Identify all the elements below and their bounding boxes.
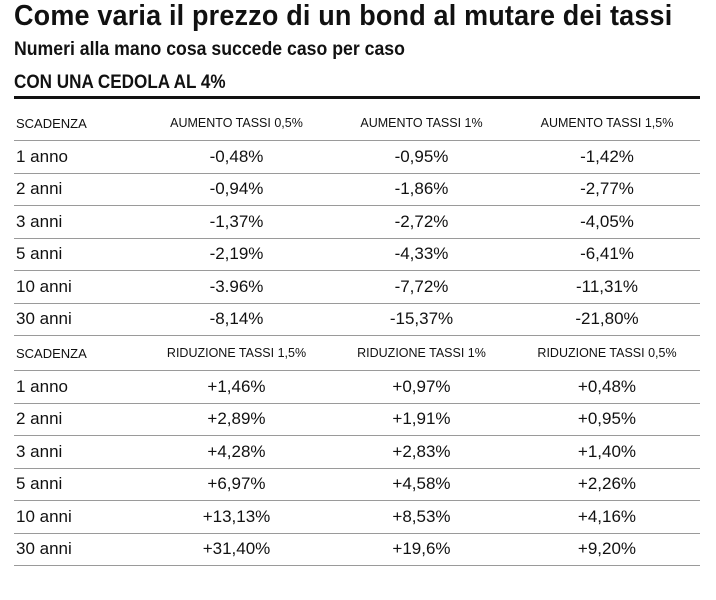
price-change-cell: -8,14% <box>209 309 264 329</box>
maturity-cell: 3 anni <box>16 211 63 231</box>
price-change-cell: -0,48% <box>209 146 264 166</box>
price-change-cell: +4,16% <box>577 506 637 526</box>
table-row <box>14 403 700 436</box>
price-change-cell: -2,72% <box>394 211 449 231</box>
price-change-cell: +1,46% <box>207 376 266 396</box>
price-change-cell: +13,13% <box>202 506 271 526</box>
table-row <box>14 501 700 534</box>
decrease-header-row <box>14 336 700 371</box>
price-change-cell: -2,19% <box>209 244 264 264</box>
price-change-cell: +0,97% <box>392 376 451 396</box>
column-header-increase-2: AUMENTO TASSI 1% <box>360 116 483 130</box>
price-change-cell: +6,97% <box>207 474 266 494</box>
maturity-cell: 30 anni <box>16 309 72 329</box>
price-change-cell: +1,91% <box>392 409 451 429</box>
price-change-cell: +2,26% <box>577 474 637 494</box>
price-change-cell: +8,53% <box>392 506 451 526</box>
table-row <box>14 533 700 566</box>
price-change-cell: -0,94% <box>209 179 264 199</box>
price-change-cell: -0,95% <box>394 146 449 166</box>
page-title: Come varia il prezzo di un bond al mutare dei tassi <box>14 0 673 32</box>
column-header-scadenza: SCADENZA <box>16 345 87 361</box>
price-change-cell: -2,77% <box>580 179 634 199</box>
table-row <box>14 436 700 469</box>
table-row <box>14 238 700 271</box>
price-change-cell: +0,95% <box>577 409 637 429</box>
price-change-cell: -1,37% <box>209 211 264 231</box>
price-change-cell: +2,83% <box>392 441 451 461</box>
table-row <box>14 271 700 304</box>
price-change-cell: +1,40% <box>577 441 637 461</box>
column-header-decrease-3: RIDUZIONE TASSI 0,5% <box>537 346 677 360</box>
price-change-cell: -1,42% <box>580 146 634 166</box>
maturity-cell: 5 anni <box>16 244 63 264</box>
price-change-cell: -21,80% <box>575 309 639 329</box>
price-change-cell: -6,41% <box>580 244 634 264</box>
heading-rule <box>14 96 700 99</box>
column-header-increase-3: AUMENTO TASSI 1,5% <box>540 116 674 130</box>
maturity-cell: 10 anni <box>16 276 72 296</box>
price-change-cell: +4,28% <box>207 441 266 461</box>
column-header-scadenza: SCADENZA <box>16 115 87 131</box>
maturity-cell: 1 anno <box>16 376 68 396</box>
price-change-cell: -1,86% <box>394 179 449 199</box>
maturity-cell: 10 anni <box>16 506 72 526</box>
coupon-heading: CON UNA CEDOLA AL 4% <box>14 72 226 93</box>
column-header-decrease-2: RIDUZIONE TASSI 1% <box>357 346 486 360</box>
price-change-cell: +2,89% <box>207 409 266 429</box>
page-subtitle: Numeri alla mano cosa succede caso per caso <box>14 39 405 60</box>
price-change-cell: -15,37% <box>389 309 454 329</box>
bond-price-table <box>14 106 700 566</box>
price-change-cell: +4,58% <box>392 474 451 494</box>
maturity-cell: 3 anni <box>16 441 63 461</box>
table-row <box>14 206 700 239</box>
price-change-cell: -3.96% <box>209 276 264 296</box>
column-header-increase-1: AUMENTO TASSI 0,5% <box>170 116 303 130</box>
table-row <box>14 468 700 501</box>
maturity-cell: 30 anni <box>16 539 72 559</box>
table-row <box>14 303 700 336</box>
increase-header-row <box>14 106 700 141</box>
table-row <box>14 141 700 174</box>
price-change-cell: +0,48% <box>577 376 637 396</box>
maturity-cell: 5 anni <box>16 474 63 494</box>
table-row <box>14 371 700 404</box>
price-change-cell: -4,05% <box>580 211 634 231</box>
maturity-cell: 2 anni <box>16 179 63 199</box>
maturity-cell: 1 anno <box>16 146 68 166</box>
column-header-decrease-1: RIDUZIONE TASSI 1,5% <box>166 346 307 360</box>
table-row <box>14 173 700 206</box>
price-change-cell: -4,33% <box>394 244 449 264</box>
price-change-cell: +19,6% <box>392 539 451 559</box>
price-change-cell: +31,40% <box>202 539 271 559</box>
price-change-cell: -7,72% <box>394 276 449 296</box>
price-change-cell: +9,20% <box>577 539 637 559</box>
price-change-cell: -11,31% <box>575 276 639 296</box>
maturity-cell: 2 anni <box>16 409 63 429</box>
